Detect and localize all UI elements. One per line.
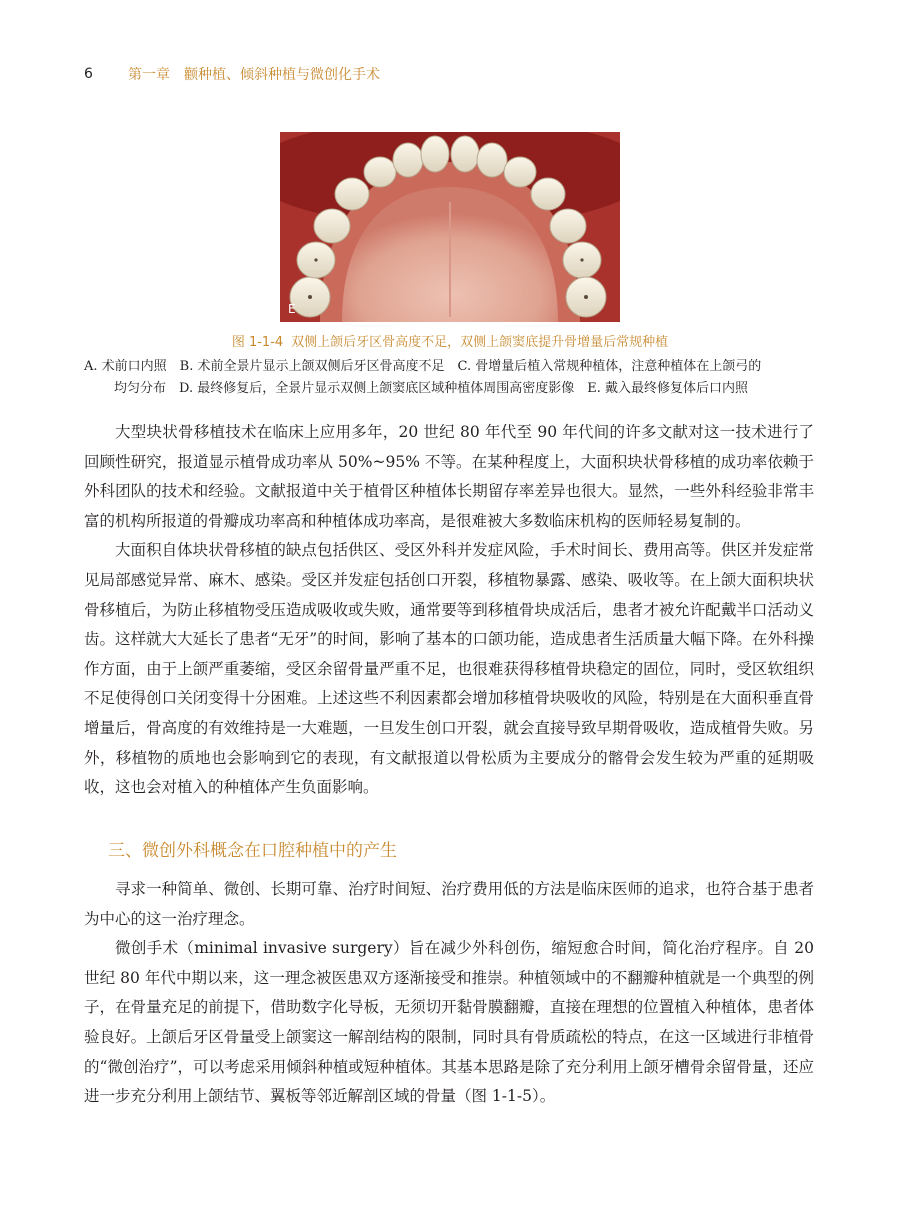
paragraph: 微创手术（minimal invasive surgery）旨在减少外科创伤，缩短愈合时间，简化治疗程序。自 20 世纪 80 年代中期以来，这一理念被医患双方逐渐接受和推崇。种植领域中的不翻瓣种植就是一个典型的例子，在骨量充足的前提下，借助数字化导板，无须切开黏骨膜翻瓣，直接在理想的位置植入种植体，患者体验良好。上颌后牙区骨量受上颌窦这一解剖结构的限制，同时具有骨质疏松的特点，在这一区域进行非植骨的“微创治疗”，可以考虑采用倾斜种植或短种植体。其基本思路是除了充分利用上颌牙槽骨余留骨量，还应进一步充分利用上颌结节、翼板等邻近解剖区域的骨量（图 1-1-5）。 [84, 939, 814, 1106]
figure-title: 双侧上颌后牙区骨高度不足，双侧上颌窦底提升骨增量后常规种植 [291, 335, 669, 350]
figure-legend [84, 356, 824, 400]
body-paragraphs-lower [84, 875, 814, 1112]
paragraph: 大面积自体块状骨移植的缺点包括供区、受区外科并发症风险，手术时间长、费用高等。供区并发症常见局部感觉异常、麻木、感染。受区并发症包括创口开裂，移植物暴露、感染、吸收等。在上颌大面积块状骨移植后，为防止移植物受压造成吸收或失败，通常要等到移植骨块成活后，患者才被允许配戴半口活动义齿。这样就大大延长了患者“无牙”的时间，影响了基本的口颌功能，造成患者生活质量大幅下降。在外科操作方面，由于上颌严重萎缩，受区余留骨量严重不足，也很难获得移植骨块稳定的固位，同时，受区软组织不足使得创口关闭变得十分困难。上述这些不利因素都会增加移植骨块吸收的风险，特别是在大面积垂直骨增量后，骨高度的有效维持是一大难题，一旦发生创口开裂，就会直接导致早期骨吸收，造成植骨失败。另外，移植物的质地也会影响到它的表现，有文献报道以骨松质为主要成分的髂骨会发生较为严重的延期吸收，这也会对植入的种植体产生负面影响。 [84, 541, 814, 797]
figure-label: 图 1-1-4 [231, 335, 284, 350]
page-header [84, 64, 380, 84]
section-heading: 三、微创外科概念在口腔种植中的产生 [108, 841, 397, 861]
body-paragraphs-upper [84, 418, 814, 803]
dental-arch-illustration [280, 132, 620, 322]
figure-caption [0, 331, 900, 350]
legend-line: 均匀分布 D. 最终修复后，全景片显示双侧上颌窦底区域种植体周围高密度影像 E. 戴入最终修复体后口内照 [114, 381, 748, 396]
figure-intraoral-photo [280, 132, 620, 322]
paragraph: 寻求一种简单、微创、长期可靠、治疗时间短、治疗费用低的方法是临床医师的追求，也符合基于患者为中心的这一治疗理念。 [84, 880, 814, 928]
legend-line: A. 术前口内照 B. 术前全景片显示上颌双侧后牙区骨高度不足 C. 骨增量后植入常规种植体，注意种植体在上颌弓的 [84, 359, 762, 374]
chapter-title: 第一章 颧种植、倾斜种植与微创化手术 [128, 67, 380, 83]
paragraph: 大型块状骨移植技术在临床上应用多年，20 世纪 80 年代至 90 年代间的许多文献对这一技术进行了回顾性研究，报道显示植骨成功率从 50%~95% 不等。在某种程度上，大面积块状骨移植的成功率依赖于外科团队的技术和经验。文献报道中关于植骨区种植体长期留存率差异也很大。显然，一些外科经验非常丰富的机构所报道的骨瓣成功率高和种植体成功率高，是很难被大多数临床机构的医师轻易复制的。 [84, 423, 814, 530]
page-number: 6 [84, 66, 93, 82]
figure-panel-letter: E [288, 302, 296, 316]
